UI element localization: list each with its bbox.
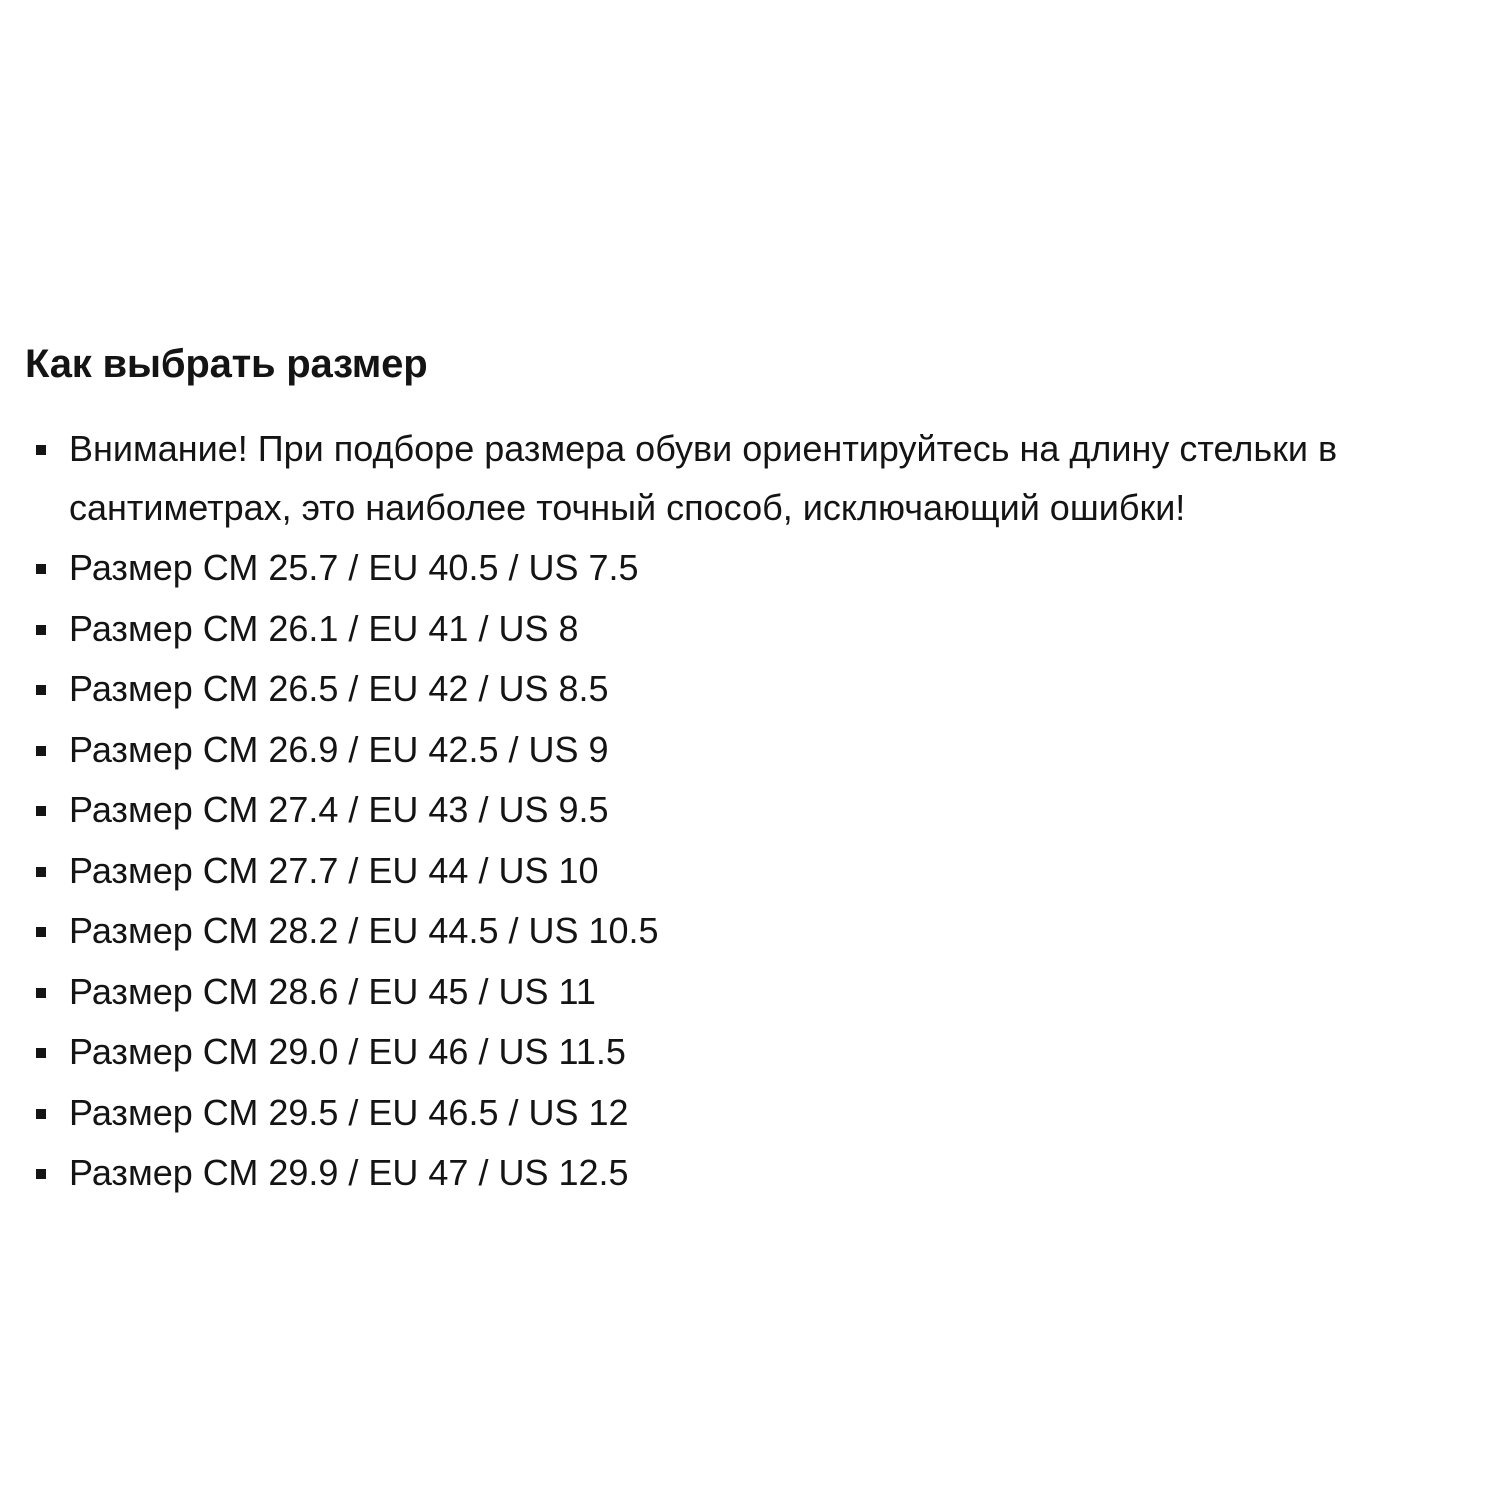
list-item-text: Размер СМ 28.6 / EU 45 / US 11	[69, 970, 596, 1012]
size-list	[25, 420, 1470, 1203]
list-item-text: Размер СМ 29.0 / EU 46 / US 11.5	[69, 1031, 626, 1072]
bullet-icon	[36, 988, 46, 998]
size-guide	[25, 334, 1470, 1205]
list-item-text: Размер СМ 28.2 / EU 44.5 / US 10.5	[69, 910, 659, 951]
bullet-icon	[36, 685, 46, 695]
list-item-text: Размер СМ 29.9 / EU 47 / US 12.5	[69, 1152, 629, 1193]
list-item-text: Внимание! При подборе размера обуви ориентируйтесь на длину стельки в сантиметрах, это наиболее точный способ, исключающий ошибки!	[69, 428, 1338, 528]
list-item	[25, 1023, 1470, 1082]
bullet-icon	[36, 1109, 46, 1119]
list-item	[25, 963, 1470, 1022]
bullet-icon	[36, 1169, 46, 1179]
list-item-text: Размер СМ 25.7 / EU 40.5 / US 7.5	[69, 547, 639, 588]
list-item-text: Размер СМ 26.5 / EU 42 / US 8.5	[69, 668, 609, 709]
list-item-text: Размер СМ 26.9 / EU 42.5 / US 9	[69, 728, 609, 770]
list-item	[25, 1084, 1470, 1143]
bullet-icon	[36, 867, 46, 877]
list-item	[25, 1144, 1470, 1203]
list-item	[25, 842, 1470, 901]
page-title: Как выбрать размер	[25, 342, 428, 386]
list-item-text: Размер СМ 27.7 / EU 44 / US 10	[69, 849, 599, 891]
list-item	[25, 902, 1470, 961]
bullet-icon	[36, 564, 46, 574]
list-item	[25, 721, 1470, 780]
bullet-icon	[36, 806, 46, 816]
list-item-text: Размер СМ 29.5 / EU 46.5 / US 12	[69, 1091, 629, 1133]
bullet-icon	[36, 1048, 46, 1058]
bullet-icon	[36, 927, 46, 937]
list-item	[25, 600, 1470, 659]
bullet-icon	[36, 746, 46, 756]
list-item-text: Размер СМ 27.4 / EU 43 / US 9.5	[69, 789, 609, 830]
bullet-icon	[36, 625, 46, 635]
list-item	[25, 539, 1470, 598]
list-item-text: Размер СМ 26.1 / EU 41 / US 8	[69, 607, 579, 649]
list-item	[25, 660, 1470, 719]
list-item	[25, 781, 1470, 840]
list-item	[25, 420, 1470, 537]
bullet-icon	[36, 445, 46, 455]
